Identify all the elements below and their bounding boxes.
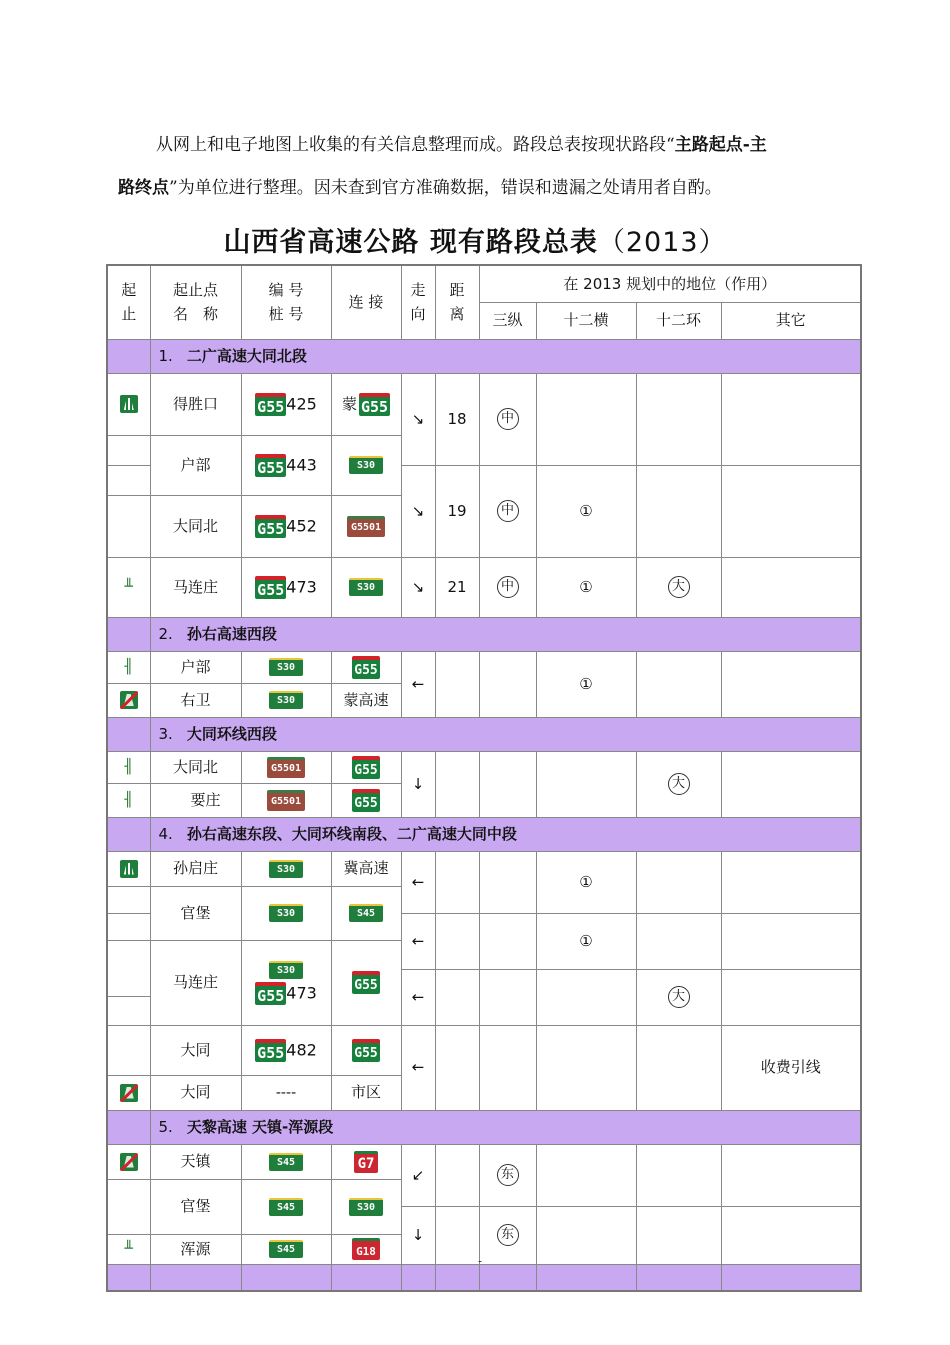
point-name: 孙启庄 (150, 851, 241, 886)
plan-horizontal-mark: ① (536, 557, 636, 617)
connect-sign: G55 (352, 1039, 379, 1062)
intro-text: ”为单位进行整理。因未查到官方准确数据，错误和遗漏之处请用者自酌。 (169, 178, 722, 198)
route-sign: S30 (269, 961, 303, 979)
header-plan-other: 其它 (721, 302, 861, 339)
point-name: 大同北 (150, 751, 241, 783)
connect-sign: S30 (349, 578, 383, 596)
plan-horizontal-mark: ① (536, 913, 636, 969)
page-footer: - (478, 1254, 483, 1268)
route-sign: S30 (269, 658, 303, 676)
connect-sign: G7 (354, 1151, 379, 1173)
section-header: 3. 大同环线西段 (107, 717, 861, 751)
highway-start-icon (120, 395, 138, 413)
highway-end-icon (120, 1153, 138, 1171)
title-main: 山西省高速公路 现有路段总表 (223, 227, 598, 258)
connect-sign: G55 (352, 756, 379, 779)
direction-arrow: ← (401, 969, 435, 1025)
route-sign: S45 (269, 1153, 303, 1171)
route-sign: G55 (255, 982, 286, 1005)
header-connect: 连 接 (331, 265, 401, 339)
intro-paragraph (118, 124, 868, 210)
stake-number: 452 (286, 516, 317, 536)
header-direction: 走 向 (401, 265, 435, 339)
distance: 19 (435, 465, 479, 557)
direction-arrow: ↘ (401, 557, 435, 617)
direction-arrow: ← (401, 913, 435, 969)
section-title: 孙右高速西段 (186, 624, 277, 643)
connect-sign: G5501 (347, 516, 385, 537)
intro-text: 从网上和电子地图上收集的有关信息整理而成。路段总表按现状路段“ (156, 135, 675, 155)
plan-horizontal-mark: ① (536, 465, 636, 557)
direction-arrow: ↓ (401, 1206, 435, 1264)
point-name: 要庄 (150, 783, 241, 817)
table-row (107, 373, 861, 403)
point-name: 官堡 (150, 1179, 241, 1234)
plan-other-note: 收费引线 (721, 1025, 861, 1110)
point-name: 浑源 (150, 1234, 241, 1264)
route-sign: S45 (269, 1198, 303, 1216)
connect-sign: G55 (352, 789, 379, 812)
distance: 21 (435, 557, 479, 617)
table-row (107, 557, 861, 587)
section-header: 1. 二广高速大同北段 (107, 339, 861, 373)
header-name: 起止点 名 称 (150, 265, 241, 339)
connect-sign: S30 (349, 1198, 383, 1216)
header-plan-ring: 十二环 (636, 302, 721, 339)
section-title: 二广高速大同北段 (186, 346, 307, 365)
table-row (107, 651, 861, 683)
route-sign: S30 (269, 904, 303, 922)
route-sign: G55 (255, 576, 286, 599)
stake-number: 425 (286, 394, 317, 414)
plan-ring-mark: 大 (668, 773, 690, 795)
route-sign: G5501 (267, 790, 305, 811)
direction-arrow: ← (401, 651, 435, 717)
route-sign: S30 (269, 691, 303, 709)
junction-icon: ╢ (124, 791, 133, 808)
plan-horizontal-mark: ① (536, 851, 636, 913)
section-title: 孙右高速东段、大同环线南段、二广高速大同中段 (186, 824, 517, 843)
direction-arrow: ↙ (401, 1144, 435, 1206)
point-name: 天镇 (150, 1144, 241, 1179)
point-name: 户部 (150, 435, 241, 495)
point-name: 大同北 (150, 495, 241, 557)
connect-sign: G55 (352, 971, 379, 994)
section-header: 4. 孙右高速东段、大同环线南段、二广高速大同中段 (107, 817, 861, 851)
plan-vertical-mark: 东 (497, 1224, 519, 1246)
plan-horizontal-mark: ① (536, 651, 636, 717)
plan-vertical-mark: 中 (497, 576, 519, 598)
highway-start-icon (120, 860, 138, 878)
stake-number: 473 (286, 577, 317, 597)
point-name: 马连庄 (150, 940, 241, 1025)
connect-text: 蒙高速 (331, 683, 401, 717)
route-code-text: ---- (241, 1075, 331, 1110)
section-title: 天黎高速 天镇-浑源段 (186, 1117, 334, 1136)
route-sign: S45 (269, 1240, 303, 1258)
header-start-end: 起 止 (107, 265, 150, 339)
header-code: 编 号 桩 号 (241, 265, 331, 339)
header-plan-vertical: 三纵 (479, 302, 536, 339)
section-header: 5. 天黎高速 天镇-浑源段 (107, 1110, 861, 1144)
point-name: 马连庄 (150, 557, 241, 617)
title-year: （2013） (597, 227, 727, 258)
plan-ring-mark: 大 (668, 576, 690, 598)
connect-text: 冀高速 (331, 851, 401, 886)
section-header: 2. 孙右高速西段 (107, 617, 861, 651)
point-name: 大同 (150, 1025, 241, 1075)
plan-vertical-mark: 中 (497, 500, 519, 522)
route-sign: S30 (269, 860, 303, 878)
stake-number: 482 (286, 1040, 317, 1060)
route-sign: G55 (255, 515, 286, 538)
junction-icon: ╨ (124, 1240, 133, 1257)
plan-vertical-mark: 东 (497, 1164, 519, 1186)
highway-end-icon (120, 691, 138, 709)
distance: 18 (435, 373, 479, 465)
connect-sign: G18 (352, 1238, 380, 1260)
highway-end-icon (120, 1084, 138, 1102)
table-row (107, 751, 861, 783)
point-name: 官堡 (150, 886, 241, 940)
page-title (0, 220, 950, 259)
junction-icon: ╢ (124, 658, 133, 675)
direction-arrow: ↘ (401, 465, 435, 557)
route-sign: G55 (255, 393, 286, 416)
route-sign: G55 (255, 454, 286, 477)
point-name: 得胜口 (150, 373, 241, 435)
connect-prefix: 蒙 (341, 394, 357, 413)
intro-bold: 主路起点-主 (674, 135, 767, 155)
junction-icon: ╢ (124, 758, 133, 775)
table-footer-row (107, 1264, 861, 1291)
intro-bold: 路终点 (118, 178, 169, 198)
direction-arrow: ↓ (401, 751, 435, 817)
section-title: 大同环线西段 (186, 724, 277, 743)
stake-number: 473 (286, 983, 317, 1003)
connect-text: 市区 (331, 1075, 401, 1110)
connect-sign: S30 (349, 456, 383, 474)
point-name: 户部 (150, 651, 241, 683)
route-sign: G5501 (267, 757, 305, 778)
header-distance: 距 离 (435, 265, 479, 339)
junction-icon: ╨ (124, 578, 133, 595)
direction-arrow: ↘ (401, 373, 435, 465)
direction-arrow: ← (401, 851, 435, 913)
direction-arrow: ← (401, 1025, 435, 1110)
header-plan: 在 2013 规划中的地位（作用） (479, 265, 861, 302)
highway-table (106, 264, 862, 1292)
stake-number: 443 (286, 455, 317, 475)
table-row (107, 851, 861, 886)
header-plan-horizontal: 十二横 (536, 302, 636, 339)
plan-ring-mark: 大 (668, 986, 690, 1008)
route-sign: G55 (255, 1039, 286, 1062)
connect-sign: S45 (349, 904, 383, 922)
connect-sign: G55 (352, 656, 379, 679)
plan-vertical-mark: 中 (497, 408, 519, 430)
connect-sign: G55 (359, 393, 390, 416)
point-name: 大同 (150, 1075, 241, 1110)
table-row (107, 1144, 861, 1179)
point-name: 右卫 (150, 683, 241, 717)
